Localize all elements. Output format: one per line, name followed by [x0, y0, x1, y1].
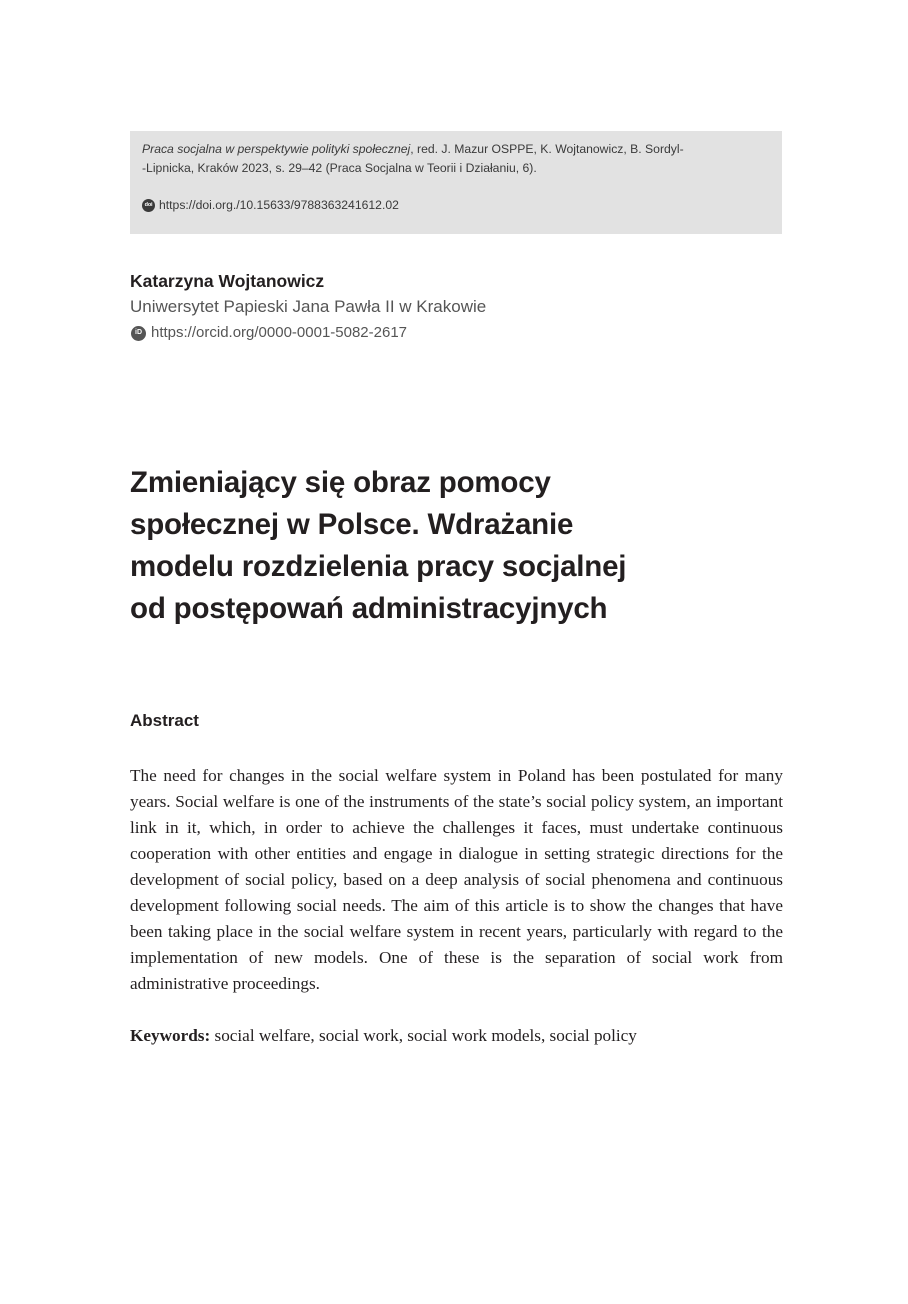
keywords-label: Keywords: [130, 1026, 211, 1045]
citation-text [142, 140, 770, 178]
abstract-body: The need for changes in the social welfare system in Poland has been postulated for many years. Social welfare is one of the instruments of the state’s social policy system, an important link in it, which, in order to achieve the challenges it faces, must undertake continuous cooperation with other entities and engage in dialogue in setting strategic directions for the development of social policy, based on a deep analysis of social phenomena and continuous development following social needs. The aim of this article is to show the changes that have been taking place in the social welfare system in recent years, particularly with regard to the implementation of new models. One of these is the separation of social work from administrative proceedings. [130, 766, 783, 993]
citation-box [130, 131, 782, 234]
citation-details-continued: -Lipnicka, Kraków 2023, s. 29–42 (Praca Socjalna w Teorii i Działaniu, 6). [142, 161, 537, 175]
doi-link[interactable]: https://doi.org./10.15633/9788363241612.02 [159, 198, 399, 212]
title-line: modelu rozdzielenia pracy socjalnej [130, 550, 627, 583]
keywords-values: social welfare, social work, social work models, social policy [210, 1026, 637, 1045]
orcid-icon: iD [131, 326, 146, 341]
author-block [130, 268, 486, 346]
author-name: Katarzyna Wojtanowicz [130, 271, 325, 291]
title-line: od postępowań administracyjnych [130, 592, 608, 625]
orcid-line [130, 320, 486, 346]
title-line: Zmieniający się obraz pomocy [130, 466, 551, 499]
article-title [130, 462, 770, 630]
doi-icon: doi [142, 199, 155, 212]
citation-details: , red. J. Mazur OSPPE, K. Wojtanowicz, B. Sordyl- [410, 142, 684, 156]
book-title: Praca socjalna w perspektywie polityki społecznej [142, 142, 411, 156]
abstract-heading: Abstract [130, 711, 199, 730]
orcid-link[interactable]: https://orcid.org/0000-0001-5082-2617 [151, 324, 408, 341]
keywords [130, 1023, 783, 1049]
author-affiliation: Uniwersytet Papieski Jana Pawła II w Krakowie [130, 297, 487, 316]
title-line: społecznej w Polsce. Wdrażanie [130, 508, 574, 541]
doi-line [142, 196, 399, 215]
